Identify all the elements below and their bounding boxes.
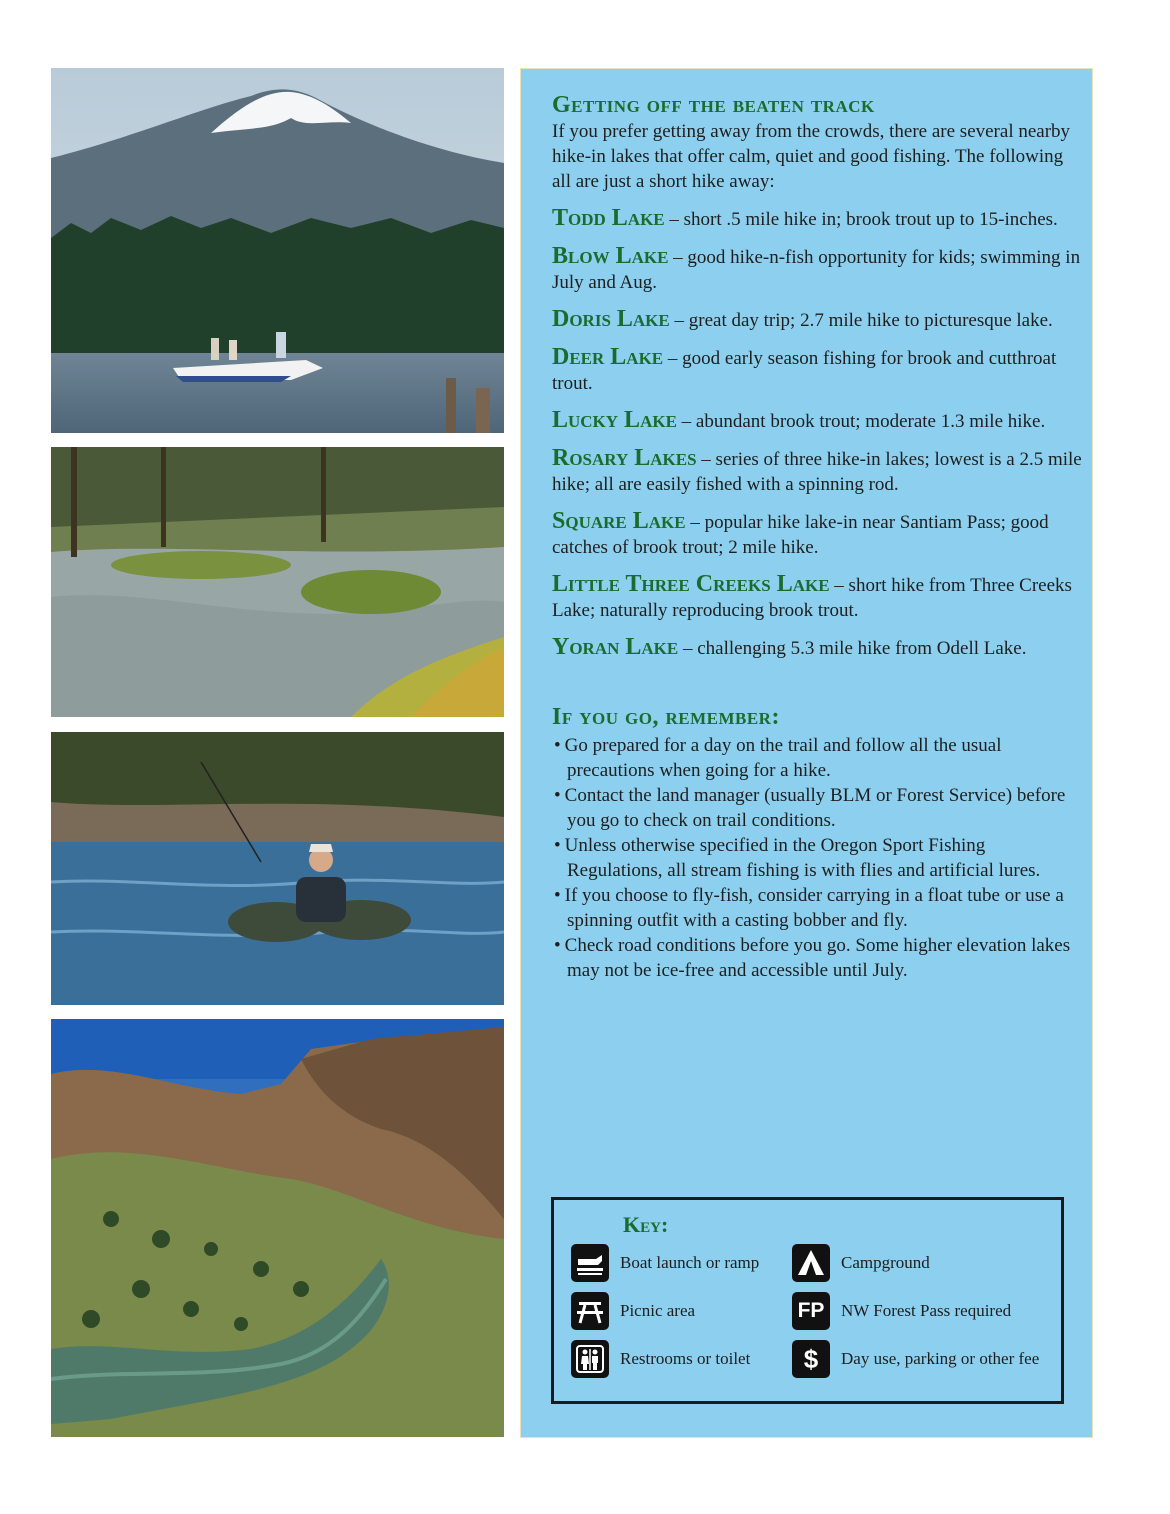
lake-description: – series of three hike-in lakes; lowest is a 2.5 mile hike; all are easily fished with a spinning rod. <box>552 449 1082 495</box>
key-label: Day use, parking or other fee <box>841 1349 1040 1368</box>
fee-glyph: $ <box>803 1343 819 1374</box>
lake-description: – popular hike lake-in near Santiam Pass; good catches of brook trout; 2 mile hike. <box>552 512 1049 558</box>
lake-name: Little Three Creeks Lake <box>552 571 830 597</box>
key-label: Boat launch or ramp <box>620 1253 760 1272</box>
tip-item: • Go prepared for a day on the trail and follow all the usual precautions when going for a hike. <box>552 733 1082 783</box>
lake-name: Blow Lake <box>552 243 669 269</box>
lake-entry <box>552 345 1082 396</box>
river-meadow-photo <box>51 447 504 717</box>
key-item-campground <box>792 1243 930 1283</box>
lake-entry <box>552 572 1082 623</box>
lake-name: Lucky Lake <box>552 407 677 433</box>
lake-entry <box>552 244 1082 295</box>
key-item-forest-pass <box>792 1291 1011 1331</box>
lake-description: – great day trip; 2.7 mile hike to picturesque lake. <box>669 310 1053 331</box>
section-intro: If you prefer getting away from the crowds, there are several nearby hike-in lakes that offer calm, quiet and good fishing. The following all are just a short hike away: <box>552 121 1071 192</box>
picnic-icon <box>571 1292 609 1330</box>
key-item-boat-launch <box>571 1243 759 1283</box>
lake-entry <box>552 635 1082 661</box>
lake-name: Square Lake <box>552 508 686 534</box>
map-key <box>551 1197 1064 1404</box>
forest-pass-glyph: FP <box>797 1299 825 1322</box>
panel-content <box>552 92 1082 983</box>
lake-description: – abundant brook trout; moderate 1.3 mile hike. <box>676 411 1046 432</box>
lake-list <box>552 206 1082 661</box>
lake-name: Rosary Lakes <box>552 445 697 471</box>
boat-launch-icon <box>571 1244 609 1282</box>
campground-icon <box>792 1244 830 1282</box>
tip-item: • If you choose to fly-fish, consider carrying in a float tube or use a spinning outfit with a casting bobber and fly. <box>552 883 1082 933</box>
lake-description: – short hike from Three Creeks Lake; naturally reproducing brook trout. <box>552 575 1072 621</box>
tip-item: • Check road conditions before you go. Some higher elevation lakes may not be ice-free and accessible until July. <box>552 933 1082 983</box>
mountain-lake-boat-photo <box>51 68 504 433</box>
key-label: Restrooms or toilet <box>620 1349 751 1368</box>
forest-pass-icon <box>792 1292 830 1330</box>
key-label: Picnic area <box>620 1301 696 1320</box>
float-tube-angler-photo <box>51 732 504 1005</box>
key-item-fee <box>792 1339 1039 1379</box>
tip-item: • Unless otherwise specified in the Oregon Sport Fishing Regulations, all stream fishing is with flies and artificial lures. <box>552 833 1082 883</box>
section-heading: Getting off the beaten track <box>552 92 875 118</box>
fee-icon <box>792 1340 830 1378</box>
lake-entry <box>552 509 1082 560</box>
key-label: Campground <box>841 1253 930 1272</box>
key-label: NW Forest Pass required <box>841 1301 1012 1320</box>
lake-description: – good early season fishing for brook and cutthroat trout. <box>552 348 1057 394</box>
tips-list <box>552 733 1082 983</box>
key-item-picnic <box>571 1291 695 1331</box>
lake-name: Deer Lake <box>552 344 664 370</box>
lake-name: Doris Lake <box>552 306 670 332</box>
lake-name: Todd Lake <box>552 205 665 231</box>
lake-description: – short .5 mile hike in; brook trout up to 15-inches. <box>664 209 1058 230</box>
key-title: Key: <box>623 1212 669 1237</box>
key-item-restroom <box>571 1339 750 1379</box>
lake-entry <box>552 446 1082 497</box>
lake-entry <box>552 307 1082 333</box>
canyon-river-photo <box>51 1019 504 1437</box>
remember-heading: If you go, remember: <box>552 704 780 730</box>
lake-description: – challenging 5.3 mile hike from Odell Lake. <box>678 638 1027 659</box>
lake-entry <box>552 408 1082 434</box>
tip-item: • Contact the land manager (usually BLM or Forest Service) before you go to check on trail conditions. <box>552 783 1082 833</box>
lake-name: Yoran Lake <box>552 634 679 660</box>
restroom-icon <box>571 1340 609 1378</box>
lake-entry <box>552 206 1082 232</box>
lake-description: – good hike-n-fish opportunity for kids; swimming in July and Aug. <box>552 247 1081 293</box>
